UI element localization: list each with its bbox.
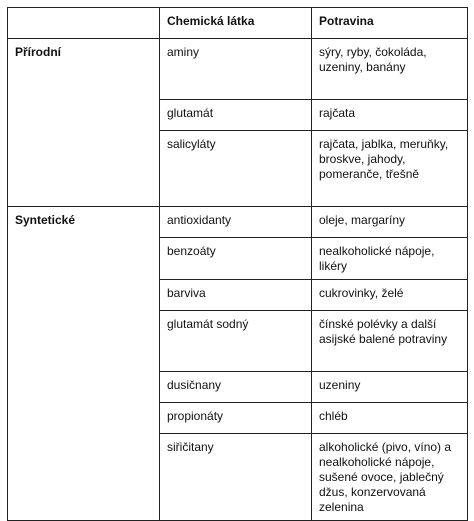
food-cell: alkoholické (pivo, víno) a nealkoholické nápoje, sušené ovoce, jablečný džus, konzervovaná zelenina	[312, 434, 468, 521]
food-cell	[312, 39, 468, 100]
substance-cell: benzoáty	[160, 238, 312, 280]
substance-cell: salicyláty	[160, 131, 312, 207]
substance-cell: barviva	[160, 280, 312, 311]
table-row	[8, 207, 468, 238]
food-cell: nealkoholické nápoje, likéry	[312, 238, 468, 280]
food-cell: cukrovinky, želé	[312, 280, 468, 311]
food-cell: oleje, margaríny	[312, 207, 468, 238]
food-chemicals-table	[7, 7, 468, 521]
table-row	[8, 39, 468, 100]
food-cell: rajčata	[312, 100, 468, 131]
food-cell: uzeniny	[312, 372, 468, 403]
substance-cell: glutamát	[160, 100, 312, 131]
substance-cell: aminy	[160, 39, 312, 100]
food-cell: čínské polévky a další asijské balené potraviny	[312, 311, 468, 372]
substance-cell: siřičitany	[160, 434, 312, 521]
substance-cell: dusičnany	[160, 372, 312, 403]
substance-cell: antioxidanty	[160, 207, 312, 238]
header-food: Potravina	[312, 8, 468, 39]
substance-cell: glutamát sodný	[160, 311, 312, 372]
table-header-row	[8, 8, 468, 39]
table-container	[7, 7, 468, 521]
food-cell: rajčata, jablka, meruňky, broskve, jahody, pomeranče, třešně	[312, 131, 468, 207]
substance-cell: propionáty	[160, 403, 312, 434]
group-label-natural: Přírodní	[8, 39, 160, 207]
header-substance: Chemická látka	[160, 8, 312, 39]
header-empty-cell	[8, 8, 160, 39]
group-label-synthetic: Syntetické	[8, 207, 160, 521]
food-cell: chléb	[312, 403, 468, 434]
food-text: sýry, ryby, čokoláda, uzeniny, banány	[319, 45, 427, 74]
